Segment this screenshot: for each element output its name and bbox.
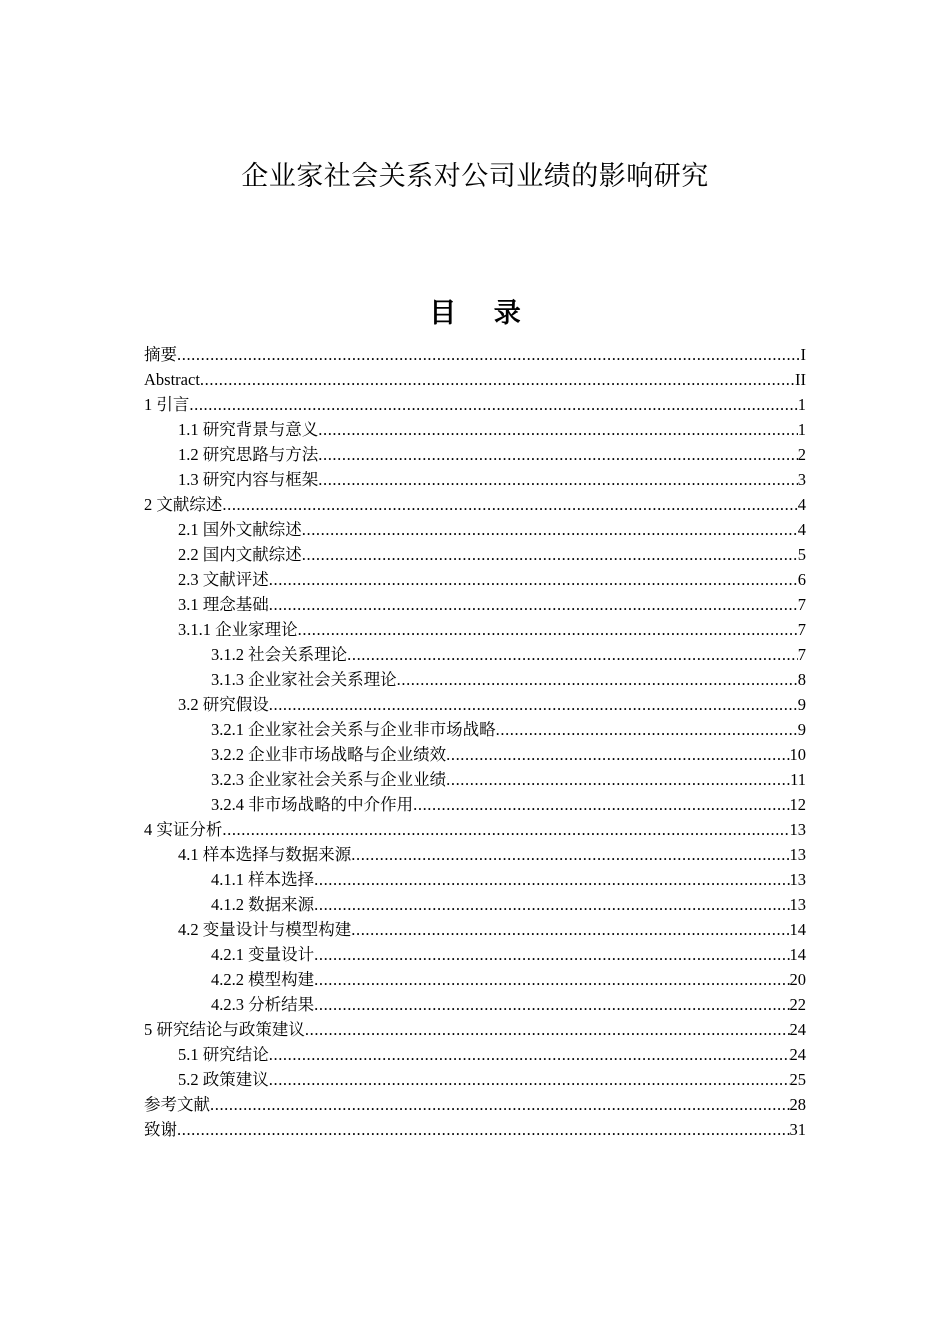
- toc-dot-leader: [305, 1017, 790, 1042]
- toc-entry[interactable]: [144, 792, 806, 817]
- toc-entry[interactable]: [144, 967, 806, 992]
- toc-dot-leader: [496, 717, 798, 742]
- toc-entry-label: 2.2 国内文献综述: [178, 545, 302, 564]
- toc-entry-page: 24: [789, 1020, 806, 1039]
- toc-entry-page: 7: [797, 620, 806, 639]
- toc-entry-label: 4 实证分析: [144, 820, 223, 839]
- toc-dot-leader: [397, 667, 798, 692]
- toc-dot-leader: [314, 867, 789, 892]
- toc-dot-leader: [446, 742, 789, 767]
- toc-entry-label: 2 文献综述: [144, 495, 223, 514]
- toc-entry-label: 4.1 样本选择与数据来源: [178, 845, 352, 864]
- toc-entry[interactable]: [144, 1017, 806, 1042]
- toc-entry-page: 9: [797, 720, 806, 739]
- toc-entry-page: 25: [789, 1070, 806, 1089]
- toc-dot-leader: [302, 542, 798, 567]
- toc-entry[interactable]: [144, 1042, 806, 1067]
- toc-entry[interactable]: [144, 567, 806, 592]
- toc-entry-page: 5: [797, 545, 806, 564]
- toc-entry-label: 2.1 国外文献综述: [178, 520, 302, 539]
- toc-entry[interactable]: [144, 742, 806, 767]
- toc-entry-page: 4: [797, 520, 806, 539]
- toc-entry-page: II: [795, 370, 806, 389]
- toc-dot-leader: [298, 617, 798, 642]
- toc-dot-leader: [314, 942, 789, 967]
- toc-entry-label: 4.2.2 模型构建: [211, 970, 315, 989]
- toc-entry[interactable]: [144, 1117, 806, 1142]
- toc-dot-leader: [269, 592, 798, 617]
- toc-dot-leader: [318, 417, 798, 442]
- toc-entry-label: 3.1.2 社会关系理论: [211, 645, 348, 664]
- toc-dot-leader: [189, 392, 797, 417]
- toc-entry-label: 参考文献: [144, 1095, 210, 1114]
- toc-entry-page: 31: [789, 1120, 806, 1139]
- toc-entry-page: 14: [789, 920, 806, 939]
- toc-entry-page: 11: [790, 770, 806, 789]
- toc-dot-leader: [314, 992, 789, 1017]
- toc-entry[interactable]: [144, 917, 806, 942]
- toc-entry-page: 7: [797, 595, 806, 614]
- toc-entry-label: 1.1 研究背景与意义: [178, 420, 319, 439]
- toc-entry-page: 22: [789, 995, 806, 1014]
- toc-dot-leader: [351, 917, 789, 942]
- toc-entry-label: 2.3 文献评述: [178, 570, 269, 589]
- toc-entry-page: 24: [789, 1045, 806, 1064]
- toc-entry[interactable]: [144, 367, 806, 392]
- toc-entry-page: 7: [797, 645, 806, 664]
- toc-entry-label: 摘要: [144, 345, 177, 364]
- toc-entry-page: 1: [797, 395, 806, 414]
- toc-entry-label: 4.1.2 数据来源: [211, 895, 315, 914]
- toc-dot-leader: [446, 767, 790, 792]
- toc-dot-leader: [269, 1042, 790, 1067]
- toc-entry-label: 4.2.1 变量设计: [211, 945, 315, 964]
- toc-entry[interactable]: [144, 442, 806, 467]
- toc-entry-label: 3.2.1 企业家社会关系与企业非市场战略: [211, 720, 496, 739]
- toc-entry-label: 5.2 政策建议: [178, 1070, 269, 1089]
- toc-dot-leader: [177, 1117, 790, 1142]
- toc-entry-label: 致谢: [144, 1120, 177, 1139]
- toc-entry-page: 9: [797, 695, 806, 714]
- toc-entry[interactable]: [144, 392, 806, 417]
- toc-entry-label: 3.2.3 企业家社会关系与企业业绩: [211, 770, 447, 789]
- toc-entry[interactable]: [144, 992, 806, 1017]
- toc-entry[interactable]: [144, 542, 806, 567]
- toc-entry-page: 14: [789, 945, 806, 964]
- toc-entry-label: 1 引言: [144, 395, 190, 414]
- toc-entry-label: 3.2 研究假设: [178, 695, 269, 714]
- toc-entry[interactable]: [144, 892, 806, 917]
- toc-dot-leader: [222, 817, 789, 842]
- toc-entry-page: 13: [789, 870, 806, 889]
- toc-entry-page: 2: [797, 445, 806, 464]
- toc-entry-page: 12: [789, 795, 806, 814]
- toc-entry-label: 3.1.1 企业家理论: [178, 620, 298, 639]
- toc-entry-label: 5.1 研究结论: [178, 1045, 269, 1064]
- toc-dot-leader: [302, 517, 798, 542]
- toc-entry[interactable]: [144, 1092, 806, 1117]
- toc-dot-leader: [351, 842, 789, 867]
- toc-dot-leader: [222, 492, 797, 517]
- toc-dot-leader: [314, 967, 789, 992]
- toc-dot-leader: [210, 1092, 790, 1117]
- toc-entry[interactable]: [144, 642, 806, 667]
- toc-entry-page: 8: [797, 670, 806, 689]
- toc-entry[interactable]: [144, 817, 806, 842]
- toc-entry[interactable]: [144, 592, 806, 617]
- toc-entry-label: 3.1.3 企业家社会关系理论: [211, 670, 397, 689]
- toc-entry-label: 1.2 研究思路与方法: [178, 445, 319, 464]
- toc-entry-page: 13: [789, 820, 806, 839]
- toc-heading: 目 录: [429, 298, 521, 329]
- toc-entry-label: 4.2 变量设计与模型构建: [178, 920, 352, 939]
- toc-dot-leader: [318, 442, 798, 467]
- toc-entry-page: 6: [797, 570, 806, 589]
- toc-entry-page: 4: [797, 495, 806, 514]
- toc-entry[interactable]: [144, 492, 806, 517]
- toc-dot-leader: [318, 467, 798, 492]
- toc-entry[interactable]: [144, 617, 806, 642]
- toc-entry[interactable]: [144, 467, 806, 492]
- toc-dot-leader: [177, 342, 801, 367]
- toc-entry[interactable]: [144, 517, 806, 542]
- toc-entry-label: 3.2.4 非市场战略的中介作用: [211, 795, 414, 814]
- toc-entry[interactable]: [144, 342, 806, 367]
- toc-dot-leader: [200, 367, 795, 392]
- toc-entry-page: 3: [797, 470, 806, 489]
- toc-entry-label: 5 研究结论与政策建议: [144, 1020, 305, 1039]
- toc-entry[interactable]: [144, 867, 806, 892]
- toc-entry[interactable]: [144, 942, 806, 967]
- toc-entry-page: I: [800, 345, 806, 364]
- toc-entry[interactable]: [144, 717, 806, 742]
- toc-entry-label: 3.2.2 企业非市场战略与企业绩效: [211, 745, 447, 764]
- toc-entry-page: 10: [789, 745, 806, 764]
- toc-dot-leader: [269, 1067, 790, 1092]
- toc-entry[interactable]: [144, 417, 806, 442]
- toc-dot-leader: [314, 892, 789, 917]
- toc-entry[interactable]: [144, 1067, 806, 1092]
- toc-entry[interactable]: [144, 692, 806, 717]
- toc-entry-label: 4.1.1 样本选择: [211, 870, 315, 889]
- toc-entry-label: 1.3 研究内容与框架: [178, 470, 319, 489]
- toc-dot-leader: [413, 792, 789, 817]
- toc-entry-label: 4.2.3 分析结果: [211, 995, 315, 1014]
- toc-dot-leader: [269, 567, 798, 592]
- toc-dot-leader: [269, 692, 798, 717]
- table-of-contents: [144, 342, 806, 1142]
- toc-entry[interactable]: [144, 842, 806, 867]
- toc-entry-page: 13: [789, 845, 806, 864]
- toc-entry-page: 20: [789, 970, 806, 989]
- toc-entry-label: Abstract: [144, 370, 200, 389]
- toc-entry-page: 13: [789, 895, 806, 914]
- document-title: 企业家社会关系对公司业绩的影响研究: [241, 161, 709, 192]
- toc-entry-page: 28: [789, 1095, 806, 1114]
- toc-dot-leader: [347, 642, 798, 667]
- toc-entry[interactable]: [144, 767, 806, 792]
- toc-entry[interactable]: [144, 667, 806, 692]
- toc-entry-label: 3.1 理念基础: [178, 595, 269, 614]
- toc-entry-page: 1: [797, 420, 806, 439]
